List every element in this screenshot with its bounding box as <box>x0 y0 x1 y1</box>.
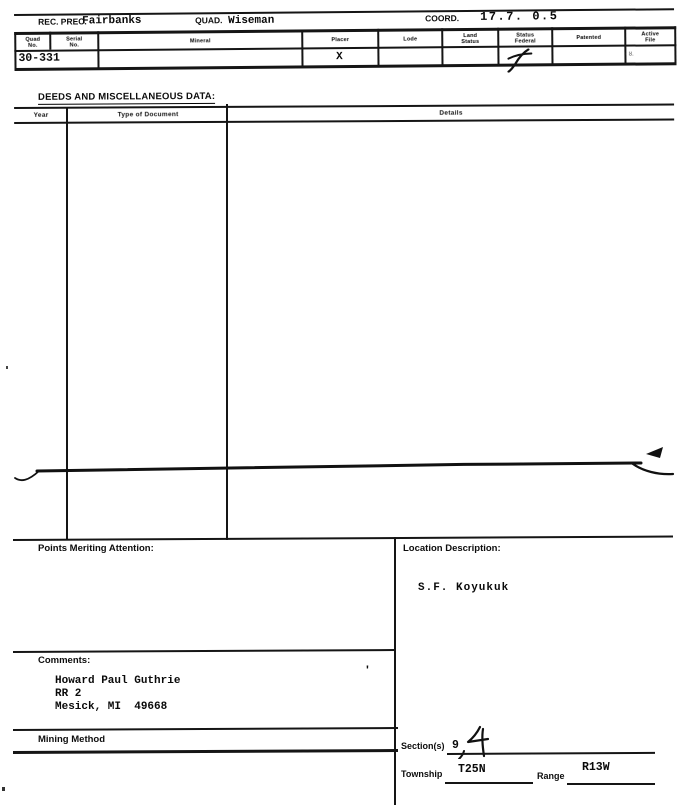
points-section-top-rule <box>13 536 673 541</box>
comments-top-rule <box>13 649 396 653</box>
sections-typed-value: 9 <box>452 739 459 752</box>
comments-line: Howard Paul Guthrie <box>55 675 181 687</box>
bottom-section-divider <box>394 537 396 805</box>
comments-text-block <box>55 675 180 714</box>
col-header-text: Active <box>641 30 660 38</box>
divider-landstatus-statusfederal <box>497 28 499 66</box>
handwritten-arrowhead <box>646 447 663 458</box>
deeds-col-type-of-document <box>68 108 228 122</box>
sections-label: Section(s) <box>401 741 445 751</box>
divider-lode-landstatus <box>441 28 443 66</box>
col-header-active-file <box>625 29 675 44</box>
col-header-placer <box>302 32 378 48</box>
col-header-text: Status <box>461 38 480 45</box>
col-header-mineral <box>98 32 302 49</box>
comments-line: Mesick, MI 49668 <box>55 701 168 713</box>
col-header-lode <box>378 31 442 47</box>
col-header-text: No. <box>28 42 38 49</box>
deeds-col-text: Year <box>33 111 49 119</box>
mining-method-bottom-rule <box>13 749 398 754</box>
col-header-serial-no <box>50 34 98 49</box>
col-header-text: Patented <box>576 34 602 41</box>
table-right-edge <box>674 26 676 64</box>
quad-label: QUAD. <box>195 15 223 26</box>
rec-prec-value: Fairbanks <box>82 14 142 28</box>
col-header-text: No. <box>69 41 80 48</box>
range-underline <box>567 783 655 785</box>
divider-placer-lode <box>377 29 379 67</box>
col-header-text: Quad <box>25 36 41 43</box>
range-value: R13W <box>582 761 610 774</box>
col-header-patented <box>552 30 625 46</box>
divider-statusfederal-patented <box>551 27 553 65</box>
deeds-col-text: Type of Document <box>117 111 179 119</box>
rec-prec-label: REC. PREC. <box>38 16 87 27</box>
comments-label: Comments: <box>38 655 91 666</box>
col-header-status-federal <box>498 30 552 45</box>
mining-method-top-rule <box>13 727 398 731</box>
table-bottom-rule <box>15 62 677 70</box>
corner-tick <box>2 787 5 791</box>
deeds-section-header <box>12 89 678 126</box>
divider-quad-serial <box>49 32 51 50</box>
active-file-faint-mark: · 8. <box>625 51 634 58</box>
deeds-heading: DEEDS AND MISCELLANEOUS DATA: <box>37 90 216 103</box>
col-header-text: Mineral <box>189 37 211 44</box>
quad-serial-number: 30-331 <box>18 51 60 65</box>
divider-serial-mineral <box>97 31 99 69</box>
claim-header-table <box>12 3 678 75</box>
table-left-edge <box>14 32 16 70</box>
handwritten-strike-line <box>13 445 678 487</box>
comments-line: RR 2 <box>55 688 82 700</box>
col-header-text: Serial <box>66 35 83 43</box>
col-header-text: Status <box>516 31 535 39</box>
col-header-text: Placer <box>331 36 350 43</box>
township-underline <box>445 782 533 784</box>
points-meriting-attention-label: Points Meriting Attention: <box>38 543 154 554</box>
location-description-label: Location Description: <box>403 543 501 554</box>
col-header-text: File <box>645 36 656 43</box>
col-header-text: Lode <box>403 35 418 43</box>
col-header-text: Land <box>463 32 478 39</box>
mining-method-label: Mining Method <box>38 734 106 745</box>
coord-label: COORD. <box>425 13 460 24</box>
stray-apostrophe-mark: ' <box>366 663 369 677</box>
handwritten-f-mark <box>506 48 532 72</box>
placer-x-mark: X <box>336 51 343 64</box>
col-header-quad-no <box>15 35 50 50</box>
deeds-col-text: Details <box>439 109 463 117</box>
divider-patented-activefile <box>624 27 626 65</box>
range-label: Range <box>537 771 565 781</box>
location-description-value: S.F. Koyukuk <box>418 582 510 594</box>
sections-underline <box>447 752 655 755</box>
deeds-col-year <box>14 109 68 122</box>
coord-value: 17.7. 0.5 <box>480 9 559 24</box>
col-header-land-status <box>442 31 498 46</box>
township-label: Township <box>401 769 443 779</box>
stray-dot <box>6 366 8 369</box>
quad-value: Wiseman <box>228 14 275 28</box>
township-value: T25N <box>458 763 486 776</box>
col-header-text: Federal <box>514 37 536 45</box>
